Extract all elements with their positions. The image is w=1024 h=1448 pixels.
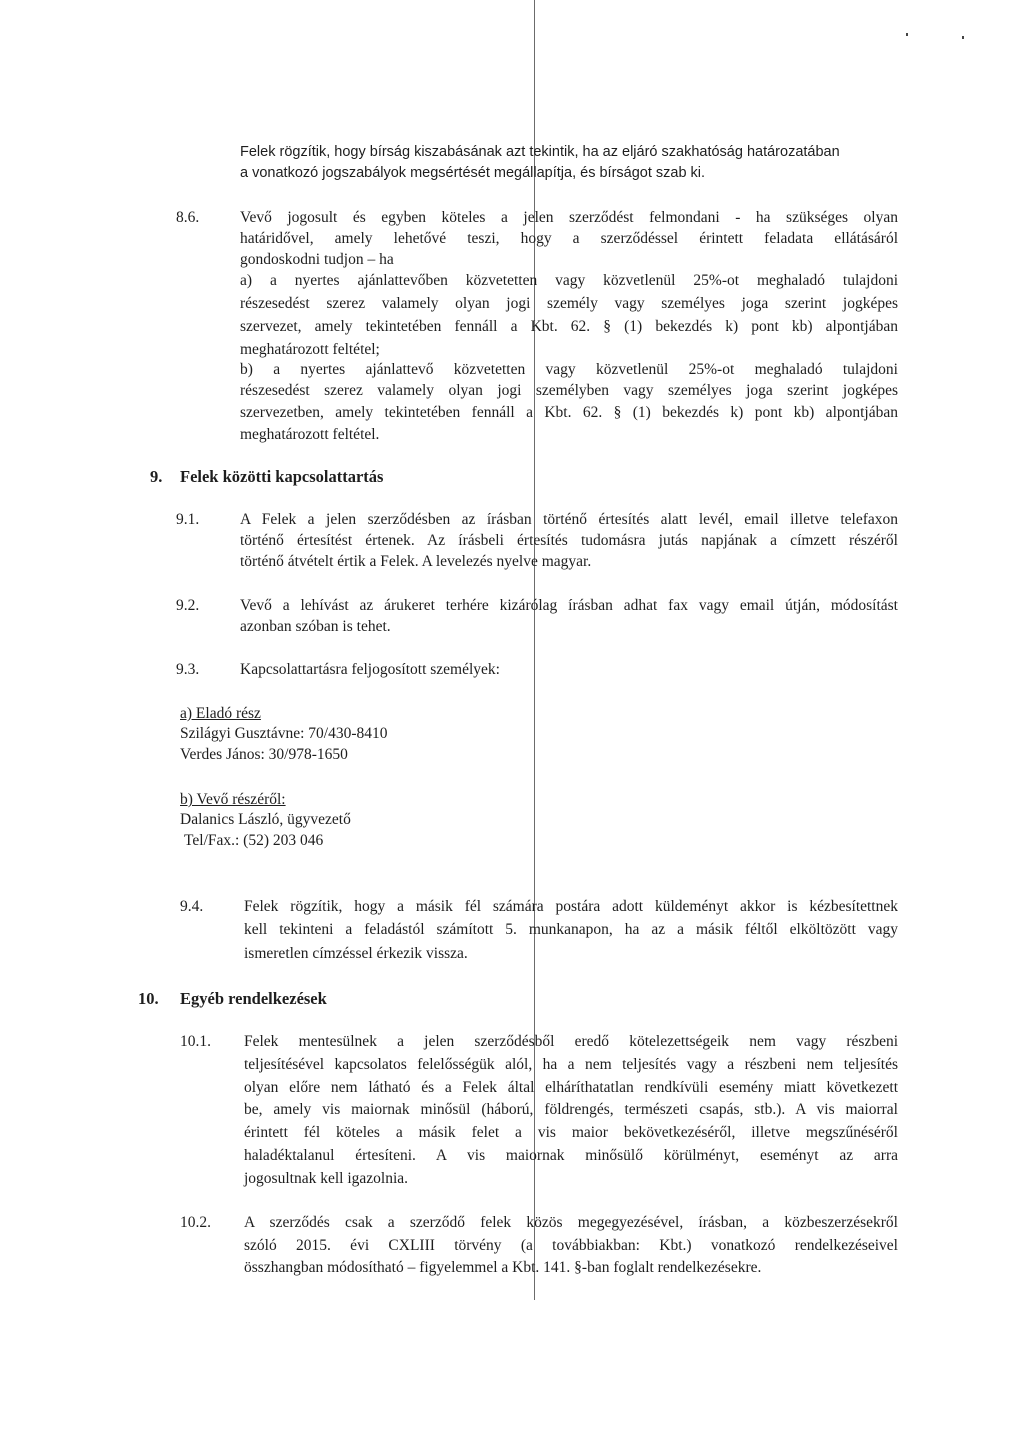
s10-1-line-3: olyan előre nem látható és a Felek által elháríthatatlan rendkívüli esemény miatt következett: [244, 1079, 898, 1096]
s8-6-line-11: meghatározott feltétel.: [240, 426, 380, 443]
seller-contact-line-2: Verdes János: 30/978-1650: [180, 746, 348, 763]
s9-4-line-1: Felek rögzítik, hogy a másik fél számára postára adott küldeményt akkor is kézbesítettnek: [244, 898, 898, 915]
s8-6-line-6: szervezet, amely tekintetében fennáll a Kbt. 62. § (1) bekezdés k) pont kb) alpontjában: [240, 318, 898, 335]
section-number-9-4: 9.4.: [180, 898, 204, 915]
s8-6-line-10: szervezetben, amely tekintetében fennáll a Kbt. 62. § (1) bekezdés k) pont kb) alpontjában: [240, 404, 898, 421]
buyer-contact-line-1: Dalanics László, ügyvezető: [180, 811, 351, 828]
scan-speck: [906, 33, 908, 36]
s9-2-line-2: azonban szóban is tehet.: [240, 618, 391, 635]
section-number-9-3: 9.3.: [176, 661, 200, 678]
section-heading-10-number: 10.: [138, 989, 159, 1008]
s9-1-line-1: A Felek a jelen szerződésben az írásban történő értesítés alatt levél, email illetve telefaxon: [240, 511, 898, 528]
s8-6-line-1: Vevő jogosult és egyben köteles a jelen szerződést felmondani - ha szükséges olyan: [240, 209, 898, 226]
s9-2-line-1: Vevő a lehívást az árukeret terhére kizárólag írásban adhat fax vagy email útján, módosítást: [240, 597, 898, 614]
s10-1-line-7: jogosultnak kell igazolnia.: [244, 1170, 409, 1187]
s8-6-line-7: meghatározott feltétel;: [240, 341, 380, 358]
intro-line-2: a vonatkozó jogszabályok megsértését megállapítja, és bírságot szab ki.: [240, 165, 706, 181]
section-heading-10-title: Egyéb rendelkezések: [180, 989, 327, 1008]
s9-1-line-2: történő értesítést értenek. Az írásbeli értesítés tudomásra jutás napjának a címzett részéről: [240, 532, 898, 549]
buyer-contact-heading: b) Vevő részéről:: [180, 791, 286, 808]
s9-4-line-2: kell tekinteni a feladástól számított 5. munkanapon, ha az a másik féltől elköltözött vagy: [244, 921, 898, 938]
s8-6-line-4: a) a nyertes ajánlattevőben közvetetten vagy közvetlenül 25%-ot meghaladó tulajdoni: [240, 272, 898, 289]
s10-1-line-5: érintett fél köteles a másik felet a vis maior bekövetkezéséről, illetve megszűnéséről: [244, 1124, 898, 1141]
section-heading-9-number: 9.: [150, 467, 163, 486]
s10-1-line-4: be, amely vis maiornak minősül (háború, földrengés, természeti csapás, stb.). A vis maiorral: [244, 1101, 898, 1118]
s8-6-line-8: b) a nyertes ajánlattevő közvetetten vagy közvetlenül 25%-ot meghaladó tulajdoni: [240, 361, 898, 378]
s10-1-line-2: teljesítésével kapcsolatos felelősségük alól, ha a nem teljesítés vagy a részbeni nem teljesítés: [244, 1056, 898, 1073]
s8-6-line-5: részesedést szerez valamely olyan jogi személy vagy személyes joga szerint jogképes: [240, 295, 898, 312]
intro-line-1: Felek rögzítik, hogy bírság kiszabásának azt tekintik, ha az eljáró szakhatóság határozatában: [240, 144, 840, 160]
section-number-10-2: 10.2.: [180, 1214, 211, 1231]
s8-6-line-9: részesedést szerez valamely olyan jogi személyben vagy személyes joga szerint jogképes: [240, 382, 898, 399]
section-number-8-6: 8.6.: [176, 209, 200, 226]
s10-2-line-2: szóló 2015. évi CXLIII törvény (a továbbiakban: Kbt.) vonatkozó rendelkezéseivel: [244, 1237, 898, 1254]
s10-1-line-1: Felek mentesülnek a jelen szerződésből eredő kötelezettségeik nem vagy részbeni: [244, 1033, 898, 1050]
s9-1-line-3: történő átvételt értik a Felek. A levelezés nyelve magyar.: [240, 553, 592, 570]
s8-6-line-3: gondoskodni tudjon – ha: [240, 251, 394, 268]
section-number-9-1: 9.1.: [176, 511, 200, 528]
scan-speck: [962, 36, 964, 39]
section-heading-9-title: Felek közötti kapcsolattartás: [180, 467, 384, 486]
s9-3-text: Kapcsolattartásra feljogosított személyek:: [240, 661, 500, 678]
s10-1-line-6: haladéktalanul értesíteni. A vis maiornak minősülő körülményt, eseményt az arra: [244, 1147, 898, 1164]
seller-contact-heading: a) Eladó rész: [180, 705, 261, 722]
s8-6-line-2: határidővel, amely lehetővé teszi, hogy a szerződéssel érintett feladata ellátásáról: [240, 230, 898, 247]
section-number-10-1: 10.1.: [180, 1033, 211, 1050]
section-number-9-2: 9.2.: [176, 597, 200, 614]
s9-4-line-3: ismeretlen címzéssel érkezik vissza.: [244, 945, 468, 962]
s10-2-line-1: A szerződés csak a szerződő felek közös megegyezésével, írásban, a közbeszerzésekről: [244, 1214, 898, 1231]
buyer-contact-line-2: Tel/Fax.: (52) 203 046: [184, 832, 324, 849]
seller-contact-line-1: Szilágyi Gusztávne: 70/430-8410: [180, 725, 388, 742]
s10-2-line-3: összhangban módosítható – figyelemmel a Kbt. 141. §-ban foglalt rendelkezésekre.: [244, 1259, 762, 1276]
